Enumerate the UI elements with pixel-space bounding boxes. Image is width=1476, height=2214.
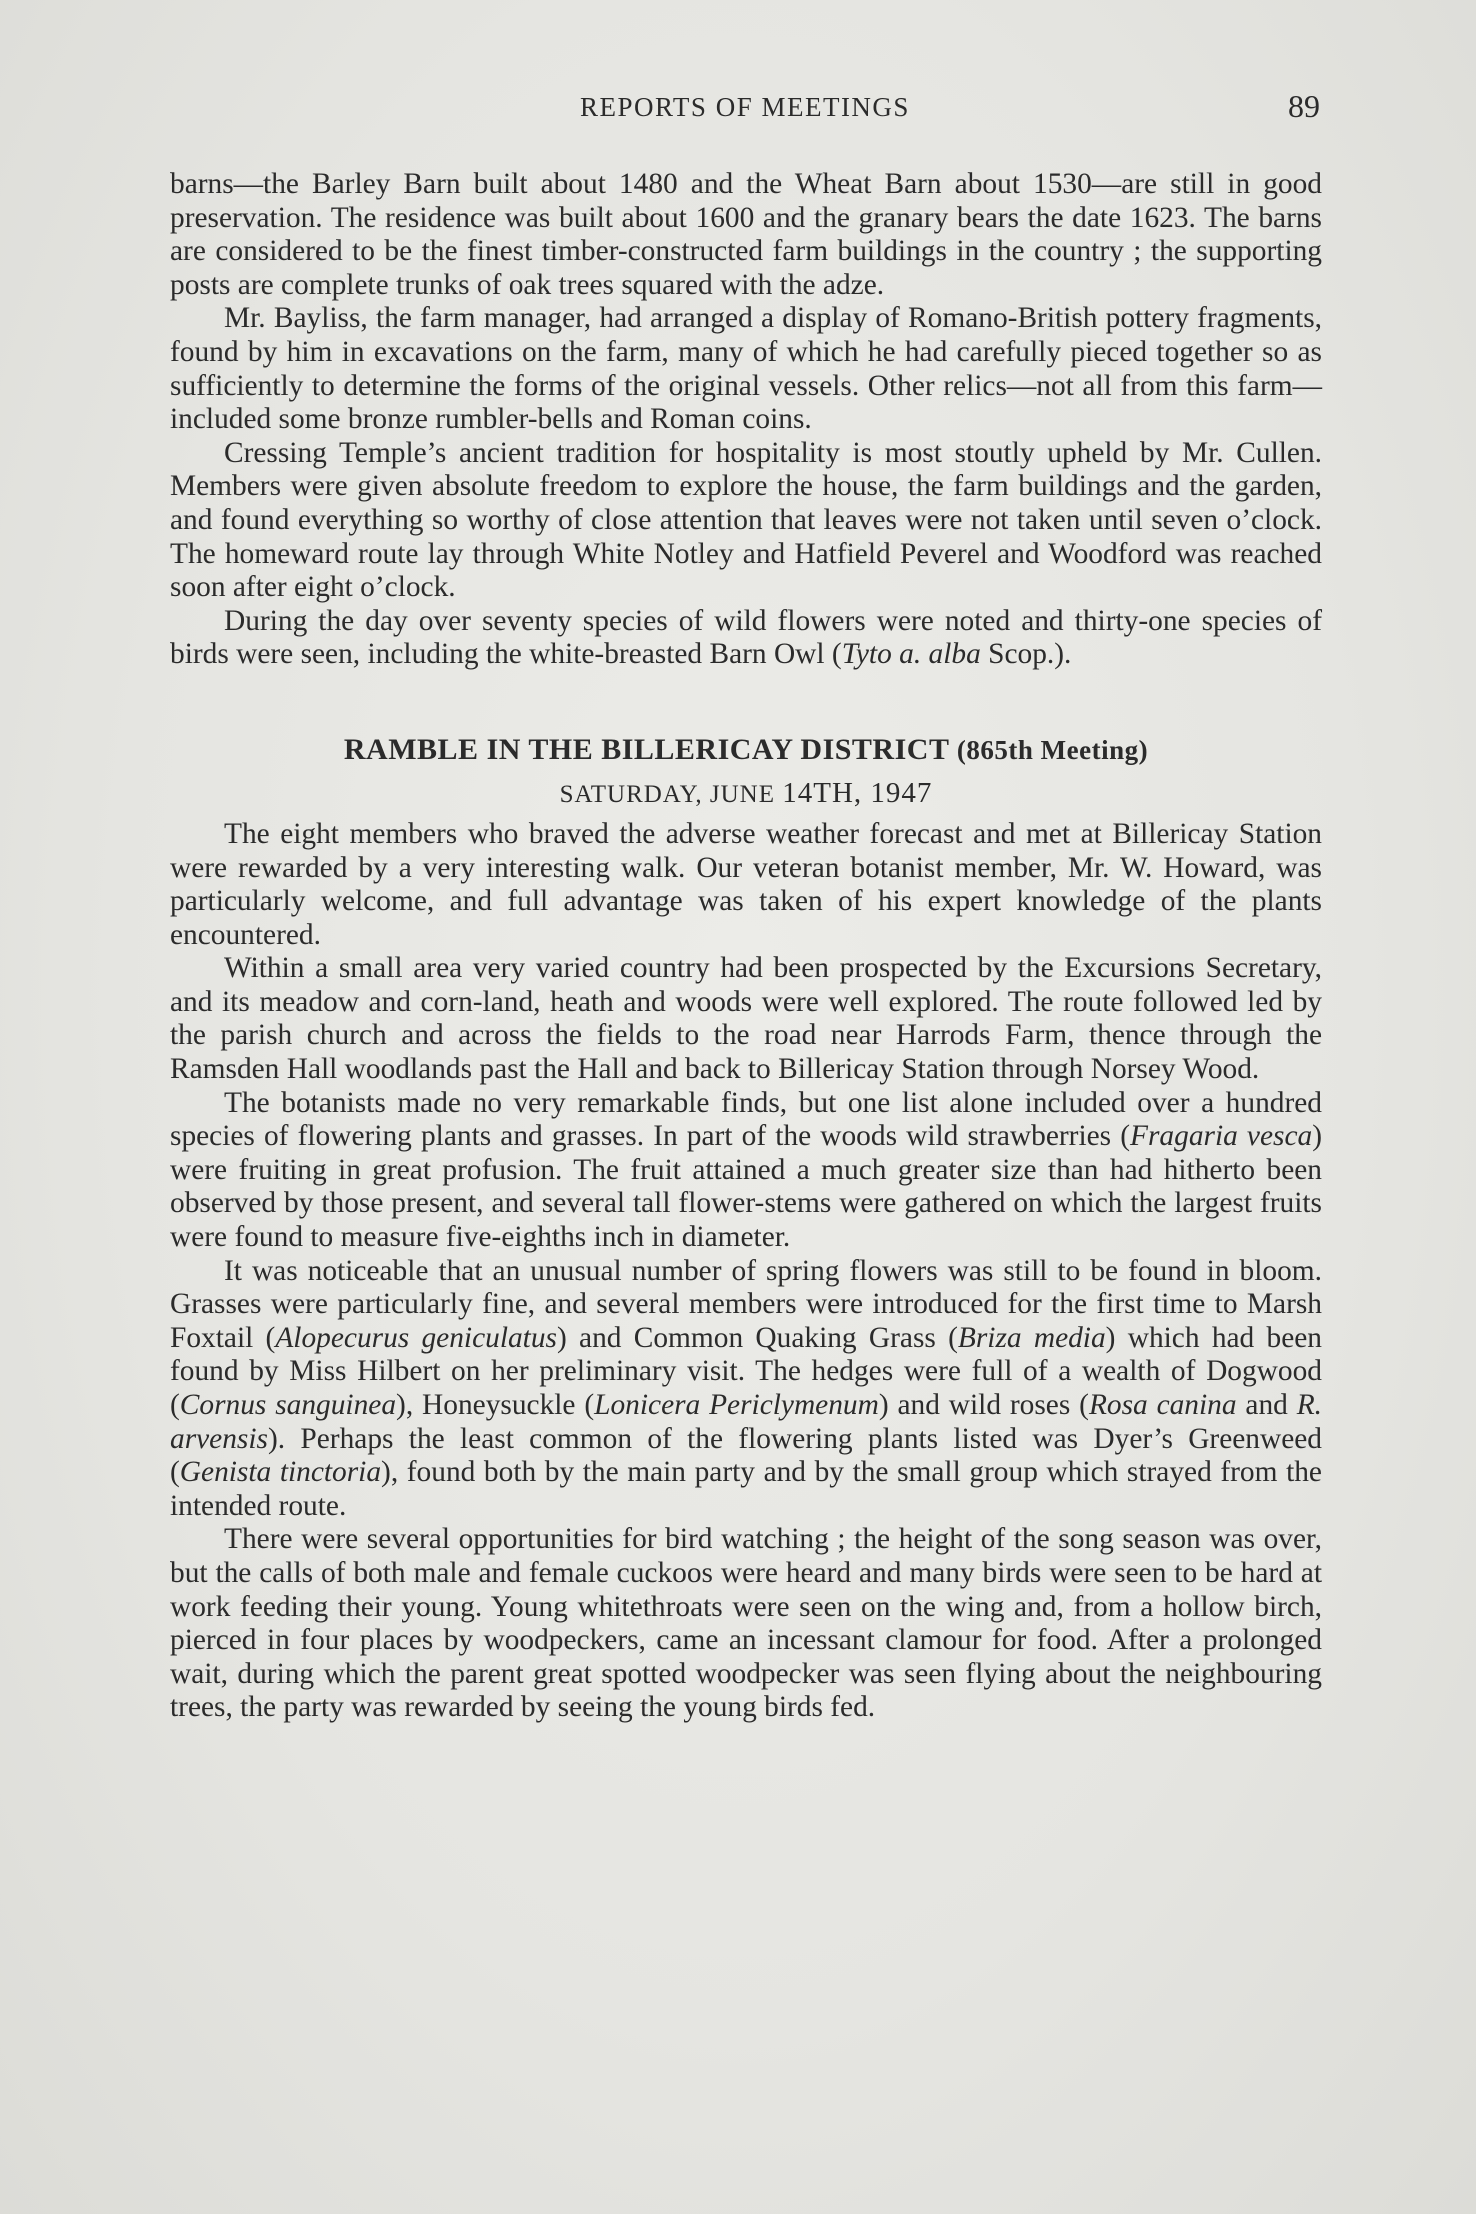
species-name: Tyto a. alba bbox=[841, 638, 981, 671]
date-day: SATURDAY, JUNE bbox=[559, 780, 783, 808]
section-heading bbox=[170, 732, 1322, 768]
paragraph bbox=[170, 1255, 1322, 1524]
paragraph: The eight members who braved the adverse weather forecast and met at Billericay Station were rewarded by a very interesting walk. Our veteran botanist member, Mr. W. Howard, was particularly welcome, and full advantage was taken of his expert knowledge of the plants encountered. bbox=[170, 817, 1322, 951]
body-text bbox=[170, 168, 1322, 1725]
text-run: ), Honeysuckle ( bbox=[396, 1389, 595, 1421]
text-run: ) which had been found by Miss Hilbert on her preliminary visit. The hedges were full of a wealth of Dogwood ( bbox=[170, 1321, 1322, 1421]
species-name: R. arvensis bbox=[170, 1389, 1323, 1455]
running-head: REPORTS OF MEETINGS bbox=[580, 92, 910, 122]
section-date bbox=[170, 776, 1322, 812]
text-run: ), found both by the main party and by the small group which strayed from the intended route. bbox=[170, 1456, 1322, 1522]
paragraph: Mr. Bayliss, the farm manager, had arranged a display of Romano-British pottery fragments, found by him in excavations on the farm, many of which he had carefully pieced together so as sufficiently to determine the forms of the original vessels. Other relics—not all from this farm—included some bronze rumbler-bells and Roman coins. bbox=[170, 302, 1322, 436]
date-number: 14TH, 1947 bbox=[782, 776, 933, 809]
text-run: ) and wild roses ( bbox=[878, 1389, 1089, 1421]
meeting-number: (865th Meeting) bbox=[956, 734, 1149, 765]
species-name: Alopecurus geniculatus bbox=[275, 1321, 557, 1354]
paragraph bbox=[170, 605, 1322, 672]
text-run: The botanists made no very remarkable finds, but one list alone included over a hundred species of flowering plants and grasses. In part of the woods wild strawberries ( bbox=[170, 1086, 1322, 1153]
text-run: It was noticeable that an unusual number of spring flowers was still to be found in bloom. Grasses were particularly fine, and several members were introduced for the first time to Marsh Foxtail ( bbox=[170, 1254, 1322, 1354]
text-run: Scop.). bbox=[980, 638, 1072, 671]
text-run: ). Perhaps the least common of the flowering plants listed was Dyer’s Greenweed ( bbox=[170, 1422, 1322, 1489]
text-run: ) were fruiting in great profusion. The fruit attained a much greater size than had hitherto been observed by those present, and several tall flower-stems were gathered on which the largest fruits were found to measure five-eighths inch in diameter. bbox=[170, 1120, 1322, 1254]
paragraph: Cressing Temple’s ancient tradition for hospitality is most stoutly upheld by Mr. Cullen. Members were given absolute freedom to explore the house, the farm buildings and the garden, and found everything so worthy of close attention that leaves were not taken until seven o’clock. The homeward route lay through White Notley and Hatfield Peverel and Woodford was reached soon after eight o’clock. bbox=[170, 436, 1322, 604]
species-name: Rosa canina bbox=[1088, 1389, 1237, 1421]
species-name: Lonicera Periclymenum bbox=[594, 1389, 879, 1421]
species-name: Briza media bbox=[957, 1321, 1106, 1354]
paragraph bbox=[170, 1087, 1322, 1255]
text-run: During the day over seventy species of wild flowers were noted and thirty-one species of birds were seen, including the white-breasted Barn Owl ( bbox=[170, 604, 1322, 671]
page-header bbox=[170, 88, 1320, 128]
species-name: Cornus sanguinea bbox=[179, 1389, 397, 1421]
paragraph: There were several opportunities for bird watching ; the height of the song season was over, but the calls of both male and female cuckoos were heard and many birds were seen to be hard at work feeding their young. Young whitethroats were seen on the wing and, from a hollow birch, pierced in four places by woodpeckers, came an incessant clamour for food. After a prolonged wait, during which the parent great spotted woodpecker was seen flying about the neighbouring trees, the party was rewarded by seeing the young birds fed. bbox=[170, 1523, 1322, 1724]
text-run: ) and Common Quaking Grass ( bbox=[556, 1321, 958, 1354]
text-run: and bbox=[1236, 1389, 1297, 1421]
section-title: RAMBLE IN THE BILLERICAY DISTRICT bbox=[343, 732, 949, 766]
page-number: 89 bbox=[1288, 88, 1320, 124]
species-name: Genista tinctoria bbox=[179, 1456, 382, 1489]
paragraph: barns—the Barley Barn built about 1480 and the Wheat Barn about 1530—are still in good preservation. The residence was built about 1600 and the granary bears the date 1623. The barns are considered to be the finest timber-constructed farm buildings in the country ; the supporting posts are complete trunks of oak trees squared with the adze. bbox=[170, 168, 1322, 301]
species-name: Fragaria vesca bbox=[1130, 1120, 1313, 1153]
paragraph: Within a small area very varied country had been prospected by the Excursions Secretary, and its meadow and corn-land, heath and woods were well explored. The route followed led by the parish church and across the fields to the road near Harrods Farm, thence through the Ramsden Hall woodlands past the Hall and back to Billericay Station through Norsey Wood. bbox=[170, 952, 1322, 1086]
